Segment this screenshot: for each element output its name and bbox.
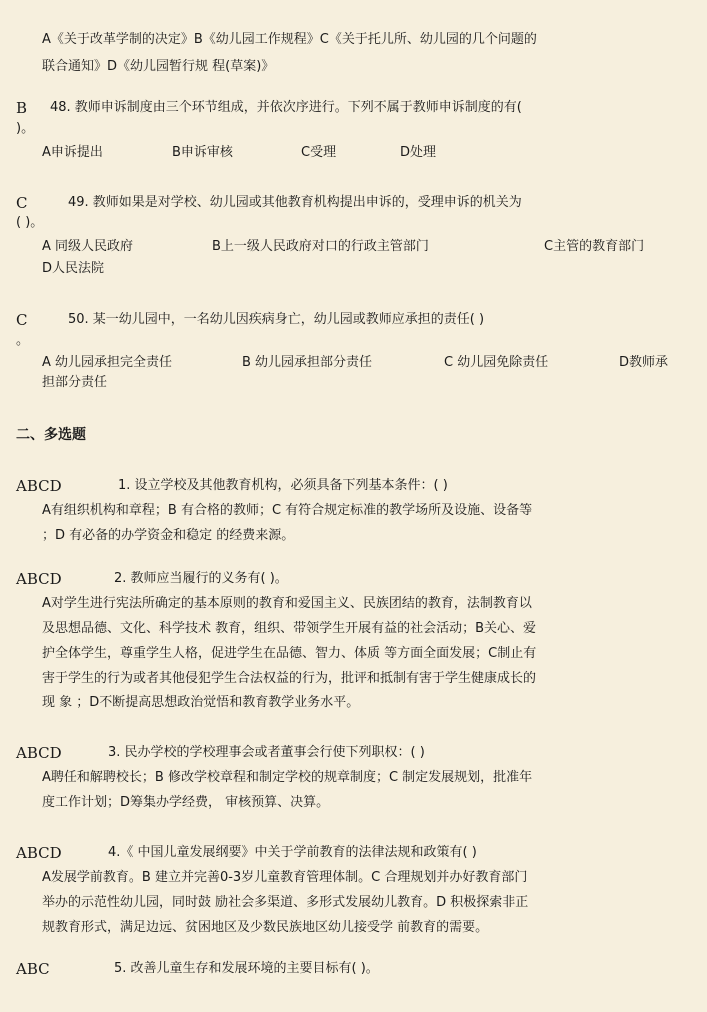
q50-option-d-cont: 担部分责任 [42,375,108,390]
q50-option-c: C 幼儿园免除责任 [444,355,549,370]
m2-stem: 2. 教师应当履行的义务有( )。 [114,571,288,586]
q49-stem-cont: ( )。 [16,215,44,230]
m3-answer: ABCD [16,744,62,762]
q49-option-b: B上一级人民政府对口的行政主管部门 [212,239,429,254]
m4-options-cont: 规教育形式，满足边远、贫困地区及少数民族地区幼儿接受学 前教育的需要。 [42,920,489,935]
q48-stem: 48. 教师申诉制度由三个环节组成，并依次序进行。下列不属于教师申诉制度的有( [50,100,522,115]
q48-stem-cont: )。 [16,121,35,136]
section-title: 二、多选题 [16,427,86,443]
m2-options: A对学生进行宪法所确定的基本原则的教育和爱国主义、民族团结的教育，法制教育以 [42,596,532,611]
m5-answer: ABC [16,960,50,978]
m3-options-cont: 度工作计划；D筹集办学经费， 审核预算、决算。 [42,795,330,810]
q48-option-a: A申诉提出 [42,145,103,160]
q49-option-c: C主管的教育部门 [544,239,645,254]
q49-stem: 49. 教师如果是对学校、幼儿园或其他教育机构提出申诉的，受理申诉的机关为 [68,195,522,210]
q48-option-d: D处理 [400,145,437,160]
m2-options-cont: 护全体学生，尊重学生人格，促进学生在品德、智力、体质 等方面全面发展；C制止有 [42,646,537,661]
q50-option-a: A 幼儿园承担完全责任 [42,355,173,370]
q49-answer: C [16,194,28,212]
q48-answer: B [16,99,28,117]
q49-option-d: D人民法院 [42,261,105,276]
m4-options-cont: 举办的示范性幼儿园，同时鼓 励社会多渠道、多形式发展幼儿教育。D 积极探索非正 [42,895,529,910]
q47-options-line: A《关于改革学制的决定》B《幼儿园工作规程》C《关于托儿所、幼儿园的几个问题的 [42,32,537,47]
m1-answer: ABCD [16,477,62,495]
m4-answer: ABCD [16,844,62,862]
q48-option-c: C受理 [301,145,337,160]
m2-answer: ABCD [16,570,62,588]
m3-options: A聘任和解聘校长；B 修改学校章程和制定学校的规章制度；C 制定发展规划，批准年 [42,770,533,785]
q49-option-a: A 同级人民政府 [42,239,134,254]
m1-options: A有组织机构和章程；B 有合格的教师；C 有符合规定标准的教学场所及设施、设备等 [42,503,533,518]
q48-option-b: B申诉审核 [172,145,233,160]
q50-option-d: D教师承 [619,355,669,370]
m5-stem: 5. 改善儿童生存和发展环境的主要目标有( )。 [114,961,379,976]
q50-stem: 50. 某一幼儿园中，一名幼儿因疾病身亡，幼儿园或教师应承担的责任( ) [68,312,485,327]
m4-stem: 4.《 中国儿童发展纲要》中关于学前教育的法律法规和政策有( ) [108,845,477,860]
q50-answer: C [16,311,28,329]
m4-options: A发展学前教育。B 建立并完善0-3岁儿童教育管理体制。C 合理规划并办好教育部门 [42,870,528,885]
q50-stem-cont: 。 [16,333,30,348]
q50-option-b: B 幼儿园承担部分责任 [242,355,373,370]
m1-stem: 1. 设立学校及其他教育机构，必须具备下列基本条件：( ) [118,478,448,493]
m1-options-cont: ；D 有必备的办学资金和稳定 的经费来源。 [42,528,295,543]
m3-stem: 3. 民办学校的学校理事会或者董事会行使下列职权：( ) [108,745,425,760]
q47-options-line: 联合通知》D《幼儿园暂行规 程(草案)》 [42,59,275,74]
m2-options-cont: 及思想品德、文化、科学技术 教育，组织、带领学生开展有益的社会活动；B关心、爱 [42,621,537,636]
m2-options-cont: 害于学生的行为或者其他侵犯学生合法权益的行为，批评和抵制有害于学生健康成长的 [42,671,537,686]
m2-options-cont: 现 象 ；D不断提高思想政治觉悟和教育教学业务水平。 [42,695,360,710]
